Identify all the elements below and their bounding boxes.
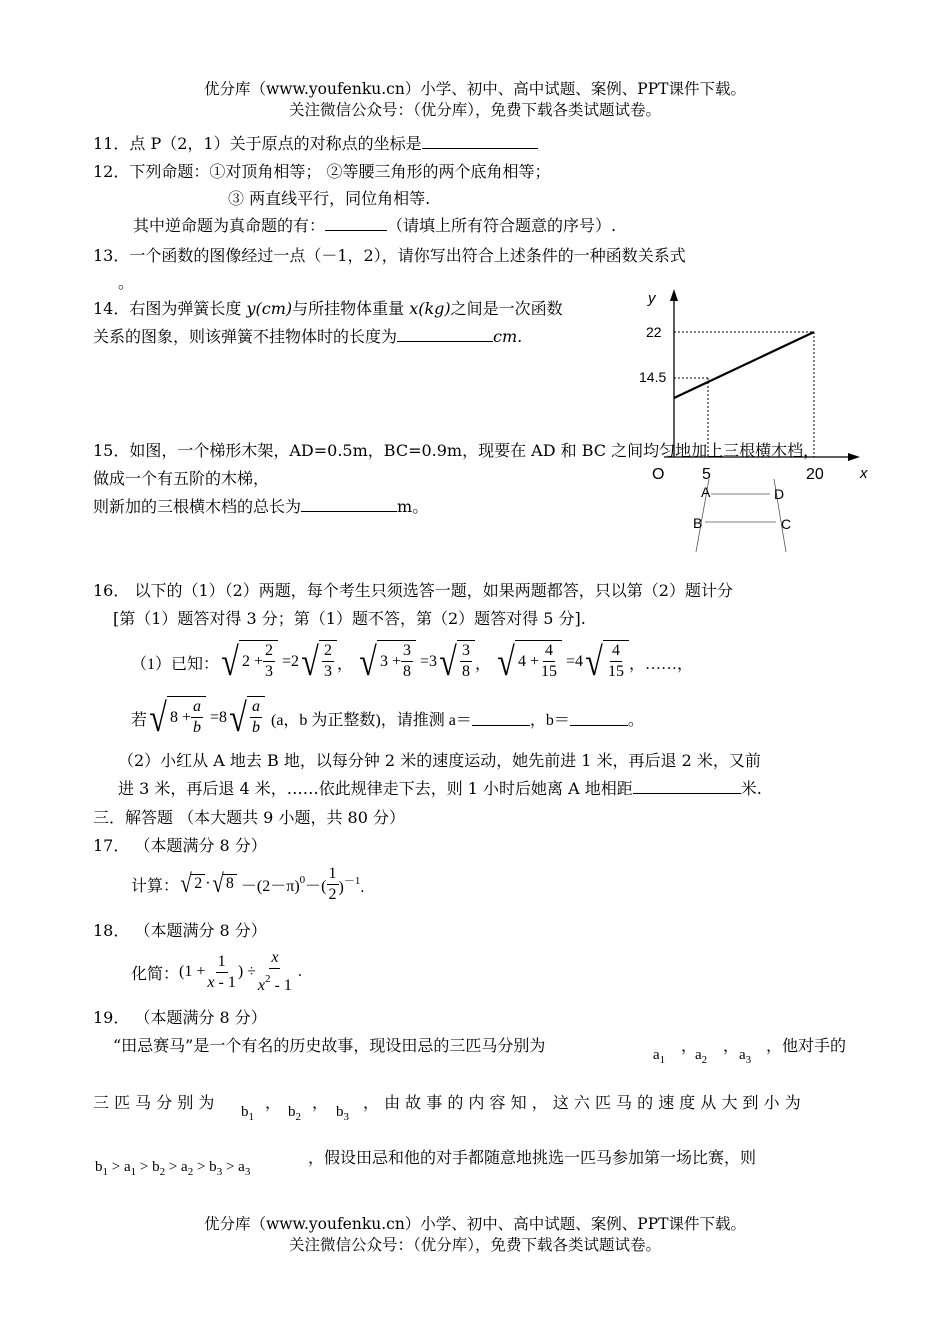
q14-part-b: 与所挂物体重量 (292, 299, 410, 318)
answer-blank (301, 496, 397, 512)
question-17-expression: 计算： √ 2 · √ 8 $-(2-\pi)^0-$( $\frac{1}{2}$ )$^{-1}$. (131, 864, 365, 903)
question-14-line-2 (93, 324, 522, 347)
q16-end: 。 (627, 711, 644, 729)
x-axis-label: x (860, 465, 868, 482)
footer-line-1: 优分库（www.youfenku.cn）小学、初中、高中试题、案例、PPT课件下载。 (203, 1215, 747, 1233)
answer-blank (325, 215, 387, 231)
radical-general: √ 8 + $\frac{a}{b}$ (147, 698, 206, 738)
y-axis-label: y (648, 290, 656, 307)
radical-3: √ 4 + $\frac{4}{15}$ (495, 642, 562, 682)
footer-line-2: 关注微信公众号：（优分库），免费下载各类试题试卷。 (288, 1236, 661, 1254)
q17-label: 计算： (131, 877, 180, 895)
q16-b-equals: ，b＝ (529, 711, 570, 729)
q14-unit: cm. (493, 327, 523, 346)
question-16-part-1-given: （1）已知： √ 2 + $\frac{2}{3}$ =2 √ $\frac{2}{3}$ ， √ 3 + $\frac{3}{8}$ =3 √ $\frac{3}{8}$ ， √ 4 + $\frac{4}{15}$ =4 √ $\frac{4}{15}$ ，……， (131, 639, 693, 684)
q19-line2-end: ， 由 故 事 的 内 容 知 ， 这 六 匹 马 的 速 度 从 大 到 小 为 (363, 1093, 801, 1112)
question-15-line-2: 做成一个有五阶的木梯， (93, 469, 270, 488)
q14-var-y: y(cm) (246, 299, 293, 318)
q16-condition: (a，b 为正整数)，请推测 a＝ (270, 711, 472, 729)
answer-blank (422, 133, 538, 149)
question-18-head: 18． （本题满分 8 分） (93, 921, 267, 940)
origin-label: O (652, 466, 665, 483)
answer-blank (633, 778, 741, 794)
point-a-label: A (701, 484, 711, 500)
q19-line3-text: ，假设田忌和他的对手都随意地挑选一匹马参加第一场比赛，则 (308, 1148, 757, 1167)
tick-label-5: 5 (702, 466, 711, 483)
answer-blank (397, 326, 493, 342)
question-14-line-1 (93, 296, 563, 319)
point-b-label: B (693, 515, 703, 531)
q14-var-x: x(kg) (409, 299, 451, 318)
q16-given-label: （1）已知： (131, 655, 220, 673)
question-12-line-1: 12．下列命题：①对顶角相等； ②等腰三角形的两个底角相等； (93, 162, 551, 181)
q16-p2-unit: 米. (740, 779, 762, 798)
q19-line1-end: ，他对手的 (766, 1036, 847, 1055)
question-16-part-2-line-2 (118, 776, 762, 799)
question-15-line-1: 15．如图，一个梯形木架，AD=0.5m，BC=0.9m，现要在 AD 和 BC 之间均匀地加上三根横木档， (93, 441, 820, 460)
question-12-hint: （请填上所有符合题意的序号）. (387, 216, 617, 235)
question-16-part-1-guess: 若 √ 8 + $\frac{a}{b}$ =8 √ $\frac{a}{b}$ (a，b 为正整数)，请推测 a＝ ，b＝ 。 (131, 695, 644, 740)
radical-1: √ 2 + $\frac{2}{3}$ (219, 642, 278, 682)
tick-label-14-5: 14.5 (639, 369, 667, 385)
tick-label-22: 22 (646, 324, 662, 340)
question-12-line-2: ③ 两直线平行，同位角相等. (228, 189, 431, 208)
spring-length-graph (630, 285, 880, 495)
q16-if: 若 (131, 711, 148, 729)
speed-order-inequality: $b_1 > a_1 > b_2 > a_2 > b_3 > a_3$ (95, 1159, 251, 1178)
point-d-label: D (774, 486, 785, 502)
q14-prompt: 关系的图象，则该弹簧不挂物体时的长度为 (93, 327, 398, 346)
q16-ellipsis: ，……， (628, 655, 693, 673)
ladder-figure (690, 474, 810, 554)
question-19-line-2: 三 匹 马 分 别 为 $b_1$ ， $b_2$ ， $b_3$ ， 由 故 事 的 内 容 知 ， 这 六 匹 马 的 速 度 从 大 到 小 为 (93, 1090, 858, 1113)
section-3-title: 三．解答题 （本大题共 9 小题，共 80 分） (93, 808, 405, 827)
radical-2: √ 3 + $\frac{3}{8}$ (357, 642, 416, 682)
q16-p2-prompt: 进 3 米，再后退 4 米，……依此规律走下去，则 1 小时后她离 A 地相距 (118, 779, 633, 798)
question-16-line-1: 16． 以下的（1）（2）两题，每个考生只须选答一题，如果两题都答，只以第（2）题计分 (93, 581, 733, 600)
answer-blank-a (472, 710, 530, 726)
q15-prompt: 则新加的三根横木档的总长为 (93, 497, 302, 516)
header-line-2: 关注微信公众号：（优分库），免费下载各类试题试卷。 (288, 101, 661, 119)
question-13-line-1: 13．一个函数的图像经过一点（－1，2），请你写出符合上述条件的一种函数关系式 (93, 246, 686, 265)
q14-part-a: 14．右图为弹簧长度 (93, 299, 247, 318)
q19-line1-text: “田忌赛马”是一个有名的历史故事，现设田忌的三匹马分别为 (113, 1036, 546, 1055)
question-13-line-2: 。 (118, 273, 135, 292)
tick-label-20: 20 (806, 466, 824, 483)
linear-function-line (674, 332, 814, 398)
question-15-line-3 (93, 494, 428, 517)
question-16-part-2-line-1: （2）小红从 A 地去 B 地，以每分钟 2 米的速度运动，她先前进 1 米，再后退 2 米，又前 (118, 751, 761, 770)
question-11 (93, 131, 538, 154)
question-16-line-2: [第（1）题答对得 3 分；第（1）题不答，第（2）题答对得 5 分]. (113, 609, 586, 628)
point-c-label: C (781, 516, 792, 532)
answer-blank-b (570, 710, 628, 726)
question-11-text: 11．点 P（2，1）关于原点的对称点的坐标是 (93, 134, 422, 153)
question-18-expression: 化简： (1 + $\frac{1}{x - 1}$ ) ÷ $\frac{x}{x^2 - 1}$ . (131, 949, 302, 994)
header-line-1: 优分库（www.youfenku.cn）小学、初中、高中试题、案例、PPT课件下载。 (203, 80, 747, 98)
question-12-prompt: 其中逆命题为真命题的有： (133, 216, 326, 235)
q19-line2-text: 三 匹 马 分 别 为 (93, 1093, 215, 1112)
x-axis-arrow-icon (848, 453, 860, 461)
y-axis-arrow-icon (670, 289, 678, 301)
q18-label: 化简： (131, 965, 180, 983)
question-19-line-1: “田忌赛马”是一个有名的历史故事，现设田忌的三匹马分别为 $a_1$ ， $a_2$ ， $a_3$ ，他对手的 (113, 1033, 858, 1056)
q15-unit: m。 (397, 497, 429, 516)
question-17-head: 17． （本题满分 8 分） (93, 836, 267, 855)
question-19-head: 19． （本题满分 8 分） (93, 1008, 267, 1027)
q14-part-c: 之间是一次函数 (450, 299, 563, 318)
question-12-line-3 (133, 213, 616, 236)
